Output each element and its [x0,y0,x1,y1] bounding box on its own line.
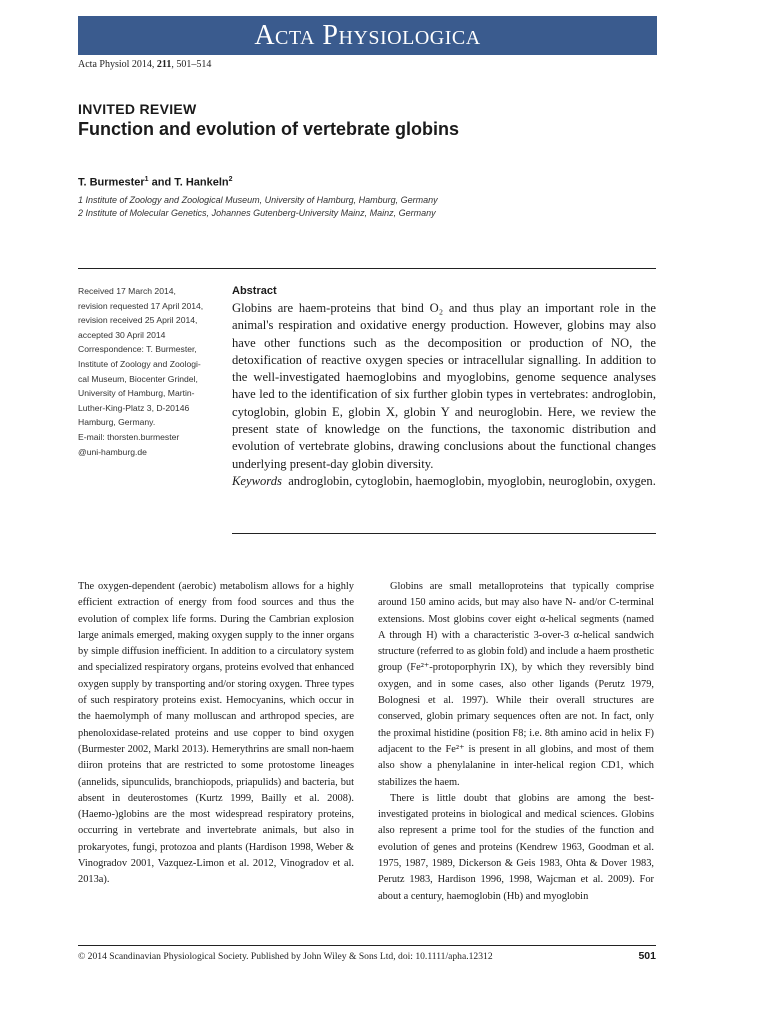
received-line: revision requested 17 April 2014, [78,300,204,311]
abstract-heading: Abstract [232,285,277,297]
keywords-list: androglobin, cytoglobin, haemoglobin, myoglobin, neuroglobin, oxygen. [288,473,656,488]
article-type: INVITED REVIEW [78,101,197,117]
author-burmester-affil: 1 [144,176,149,183]
body-column-left [78,579,354,889]
author-hankeln: and T. Hankeln [148,176,229,189]
journal-name: Acta Physiologica [254,19,481,51]
body-paragraph: The oxygen-dependent (aerobic) metabolism allows for a highly efficient extraction of energy from food sources and thus the evolution of complex life forms. During the Cambrian explosion large animals emerged, making oxygen supply to the inner organs by simple diffusion inefficient. In addition to a circulatory system and specialized respiratory organs, proteins evolved that enhanced oxygen supply by transporting and/or storing oxygen. Three types of such respiratory proteins exist. Hemocyanins, which occur in the haemolymph of many molluscan and arthropod species, are phenoloxidase-related proteins and use copper to bind oxygen (Burmester 2002, Markl 2013). Hemerythrins are small non-haem diiron proteins that are restricted to some protostome lineages (annelids, sipunculids, branchiopods, priapulids) and bacteria, but absent in deuterostomes (Kurtz 1999, Bailly et al. 2008). (Haemo-)globins are the most widespread respiratory proteins, occurring in vertebrate and invertebrate animals, but also in prokaryotes, fungi, protozoa and plants (Hardison 1998, Weber & Vinogradov 2001, Vazquez-Limon et al. 2012, Vinogradov et al. 2013a). [78,581,354,886]
received-line: Correspondence: T. Burmester, [78,344,197,355]
received-line: accepted 30 April 2014 [78,329,166,340]
footer-copyright: © 2014 Scandinavian Physiological Society. Published by John Wiley & Sons Ltd, doi: 10.1111/apha.12312 [78,951,493,962]
received-line: Luther-King-Platz 3, D-20146 [78,402,190,413]
journal-banner [78,16,657,55]
received-line: cal Museum, Biocenter Grindel, [78,373,198,384]
abstract-divider [232,533,656,534]
keywords-label: Keywords [232,473,282,488]
received-line: Received 17 March 2014, [78,286,176,296]
page-number: 501 [638,950,656,962]
abstract [232,284,656,490]
citation-line [78,59,211,70]
author-hankeln-affil: 2 [228,176,233,183]
keywords [232,473,656,490]
abstract-body: Globins are haem-proteins that bind O₂ and thus play an important role in the animal's respiration and oxidative energy production. However, globins may also have other functions such as the decomposition or production of NO, the detoxification of reactive oxygen species or intracellular signalling. In addition to the well-investigated haemoglobins and myoglobins, genome sequence analyses have led to the identification of six further globin types in vertebrates: androglobin, cytoglobin, globin E, globin X, globin Y and neuroglobin. Here, we review the present state of knowledge on the functions, the taxonomic distribution and evolution of vertebrate globins, drawing conclusions about the functional changes underlying present-day globin diversity. [232,301,656,471]
affiliation-2: 2 Institute of Molecular Genetics, Johannes Gutenberg-University Mainz, Mainz, Germany [78,208,436,218]
received-line: revision received 25 April 2014, [78,315,198,326]
body-paragraph: Globins are small metalloproteins that typically comprise around 150 amino acids, but may also have N- and/or C-terminal extensions. Most globins cover eight α-helical segments (named A through H) with a characteristic 3-over-3 α-helical sandwich structure (referred to as globin fold) and include a haem prosthetic group (Fe²⁺-protoporphyrin IX), by which they reversibly bind oxygen, and in some cases, also other ligands (Perutz 1979, Bolognesi et al. 1997). While their overall structures are conserved, globin primary sequences often are not. In fact, only the proximal histidine (position F8; i.e. 8th amino acid in helix F) adjacent to the Fe²⁺ is present in all globins, and most of them also show a phenylalanine in inter-helical region CD1, which stabilizes the haem. [378,581,654,788]
received-line: University of Hamburg, Martin- [78,388,195,399]
affiliation-1: 1 Institute of Zoology and Zoological Museum, University of Hamburg, Hamburg, Germany [78,195,438,205]
article-title: Function and evolution of vertebrate globins [78,119,460,139]
body-column-right [378,579,654,905]
received-line: E-mail: thorsten.burmester [78,431,180,442]
received-line: Institute of Zoology and Zoologi- [78,358,201,369]
received-sidebar [78,284,218,459]
footer-divider [78,945,656,946]
received-line: @uni-hamburg.de [78,446,147,457]
citation-volume: 211 [156,59,172,70]
received-line: Hamburg, Germany. [78,417,156,428]
authors [78,176,233,189]
author-burmester: T. Burmester [78,176,145,189]
body-paragraph: There is little doubt that globins are among the best-investigated proteins in biological and medical sciences. Globins also represent a prime tool for the studies of the function and evolution of genes and proteins (Kendrew 1963, Goodman et al. 1975, 1987, 1989, Dickerson & Geis 1983, Ohta & Dover 1983, Perutz 1983, Hardison 1996, 1998, Wajcman et al. 2009). For about a century, haemoglobin (Hb) and myoglobin [378,792,654,902]
citation-pages: , 501–514 [171,59,212,70]
header-divider [78,268,656,269]
citation-prefix: Acta Physiol 2014, [78,59,157,70]
